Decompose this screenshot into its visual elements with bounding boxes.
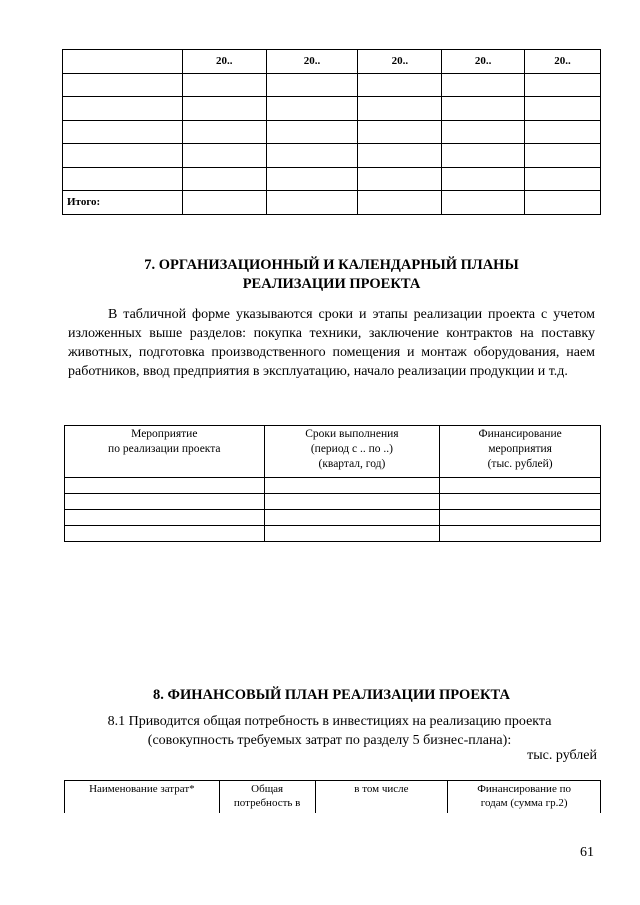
total-row [63,191,601,215]
table-row [65,510,601,526]
table-row [63,120,601,144]
total-label: Итого: [63,191,183,215]
investment-by-year-table [62,49,601,215]
table-row [63,97,601,121]
table-row [63,73,601,97]
table-row [65,478,601,494]
section-7-title-line-1: 7. ОРГАНИЗАЦИОННЫЙ И КАЛЕНДАРНЫЙ ПЛАНЫ [144,257,519,273]
table-row [63,167,601,191]
header-financing: Финансирование мероприятия (тыс. рублей) [440,426,601,478]
calendar-plan-table [64,425,601,542]
table-row [65,494,601,510]
table-header-row [63,50,601,74]
units-label: тыс. рублей [527,748,597,763]
table-row [63,144,601,168]
section-8-title: 8. ФИНАНСОВЫЙ ПЛАН РЕАЛИЗАЦИИ ПРОЕКТА [153,687,510,703]
year-header-cell: 20.. [358,50,442,74]
header-total-need: Общая потребность в [219,781,315,814]
year-header-cell: 20.. [266,50,358,74]
header-financing-by-year: Финансирование по годам (сумма гр.2) [448,781,601,814]
header-including: в том числе [315,781,448,814]
table-header-row [65,781,601,814]
year-header-cell: 20.. [525,50,601,74]
investment-needs-table [64,780,601,813]
header-cell [63,50,183,74]
header-activity: Мероприятие по реализации проекта [65,426,265,478]
table-row [65,526,601,542]
table-header-row [65,426,601,478]
section-7-title [62,256,601,294]
section-7-title-line-2: РЕАЛИЗАЦИИ ПРОЕКТА [242,276,421,292]
year-header-cell: 20.. [182,50,266,74]
paragraph-8-1: 8.1 Приводится общая потребность в инвестициях на реализацию проекта (совокупность требуемых затрат по разделу 5 бизнес-плана): [107,714,552,748]
page-number: 61 [580,845,594,860]
header-deadlines: Сроки выполнения (период с .. по ..) (квартал, год) [264,426,440,478]
year-header-cell: 20.. [442,50,525,74]
section-7-paragraph: В табличной форме указываются сроки и этапы реализации проекта с учетом изложенных выше разделов: покупка техники, заключение контрактов на поставку животных, подготовка производственного помещения и монтаж оборудования, наем работников, ввод предприятия в эксплуатацию, начало реализации продукции и т.д. [68,307,595,379]
header-cost-name: Наименование затрат* [65,781,220,814]
